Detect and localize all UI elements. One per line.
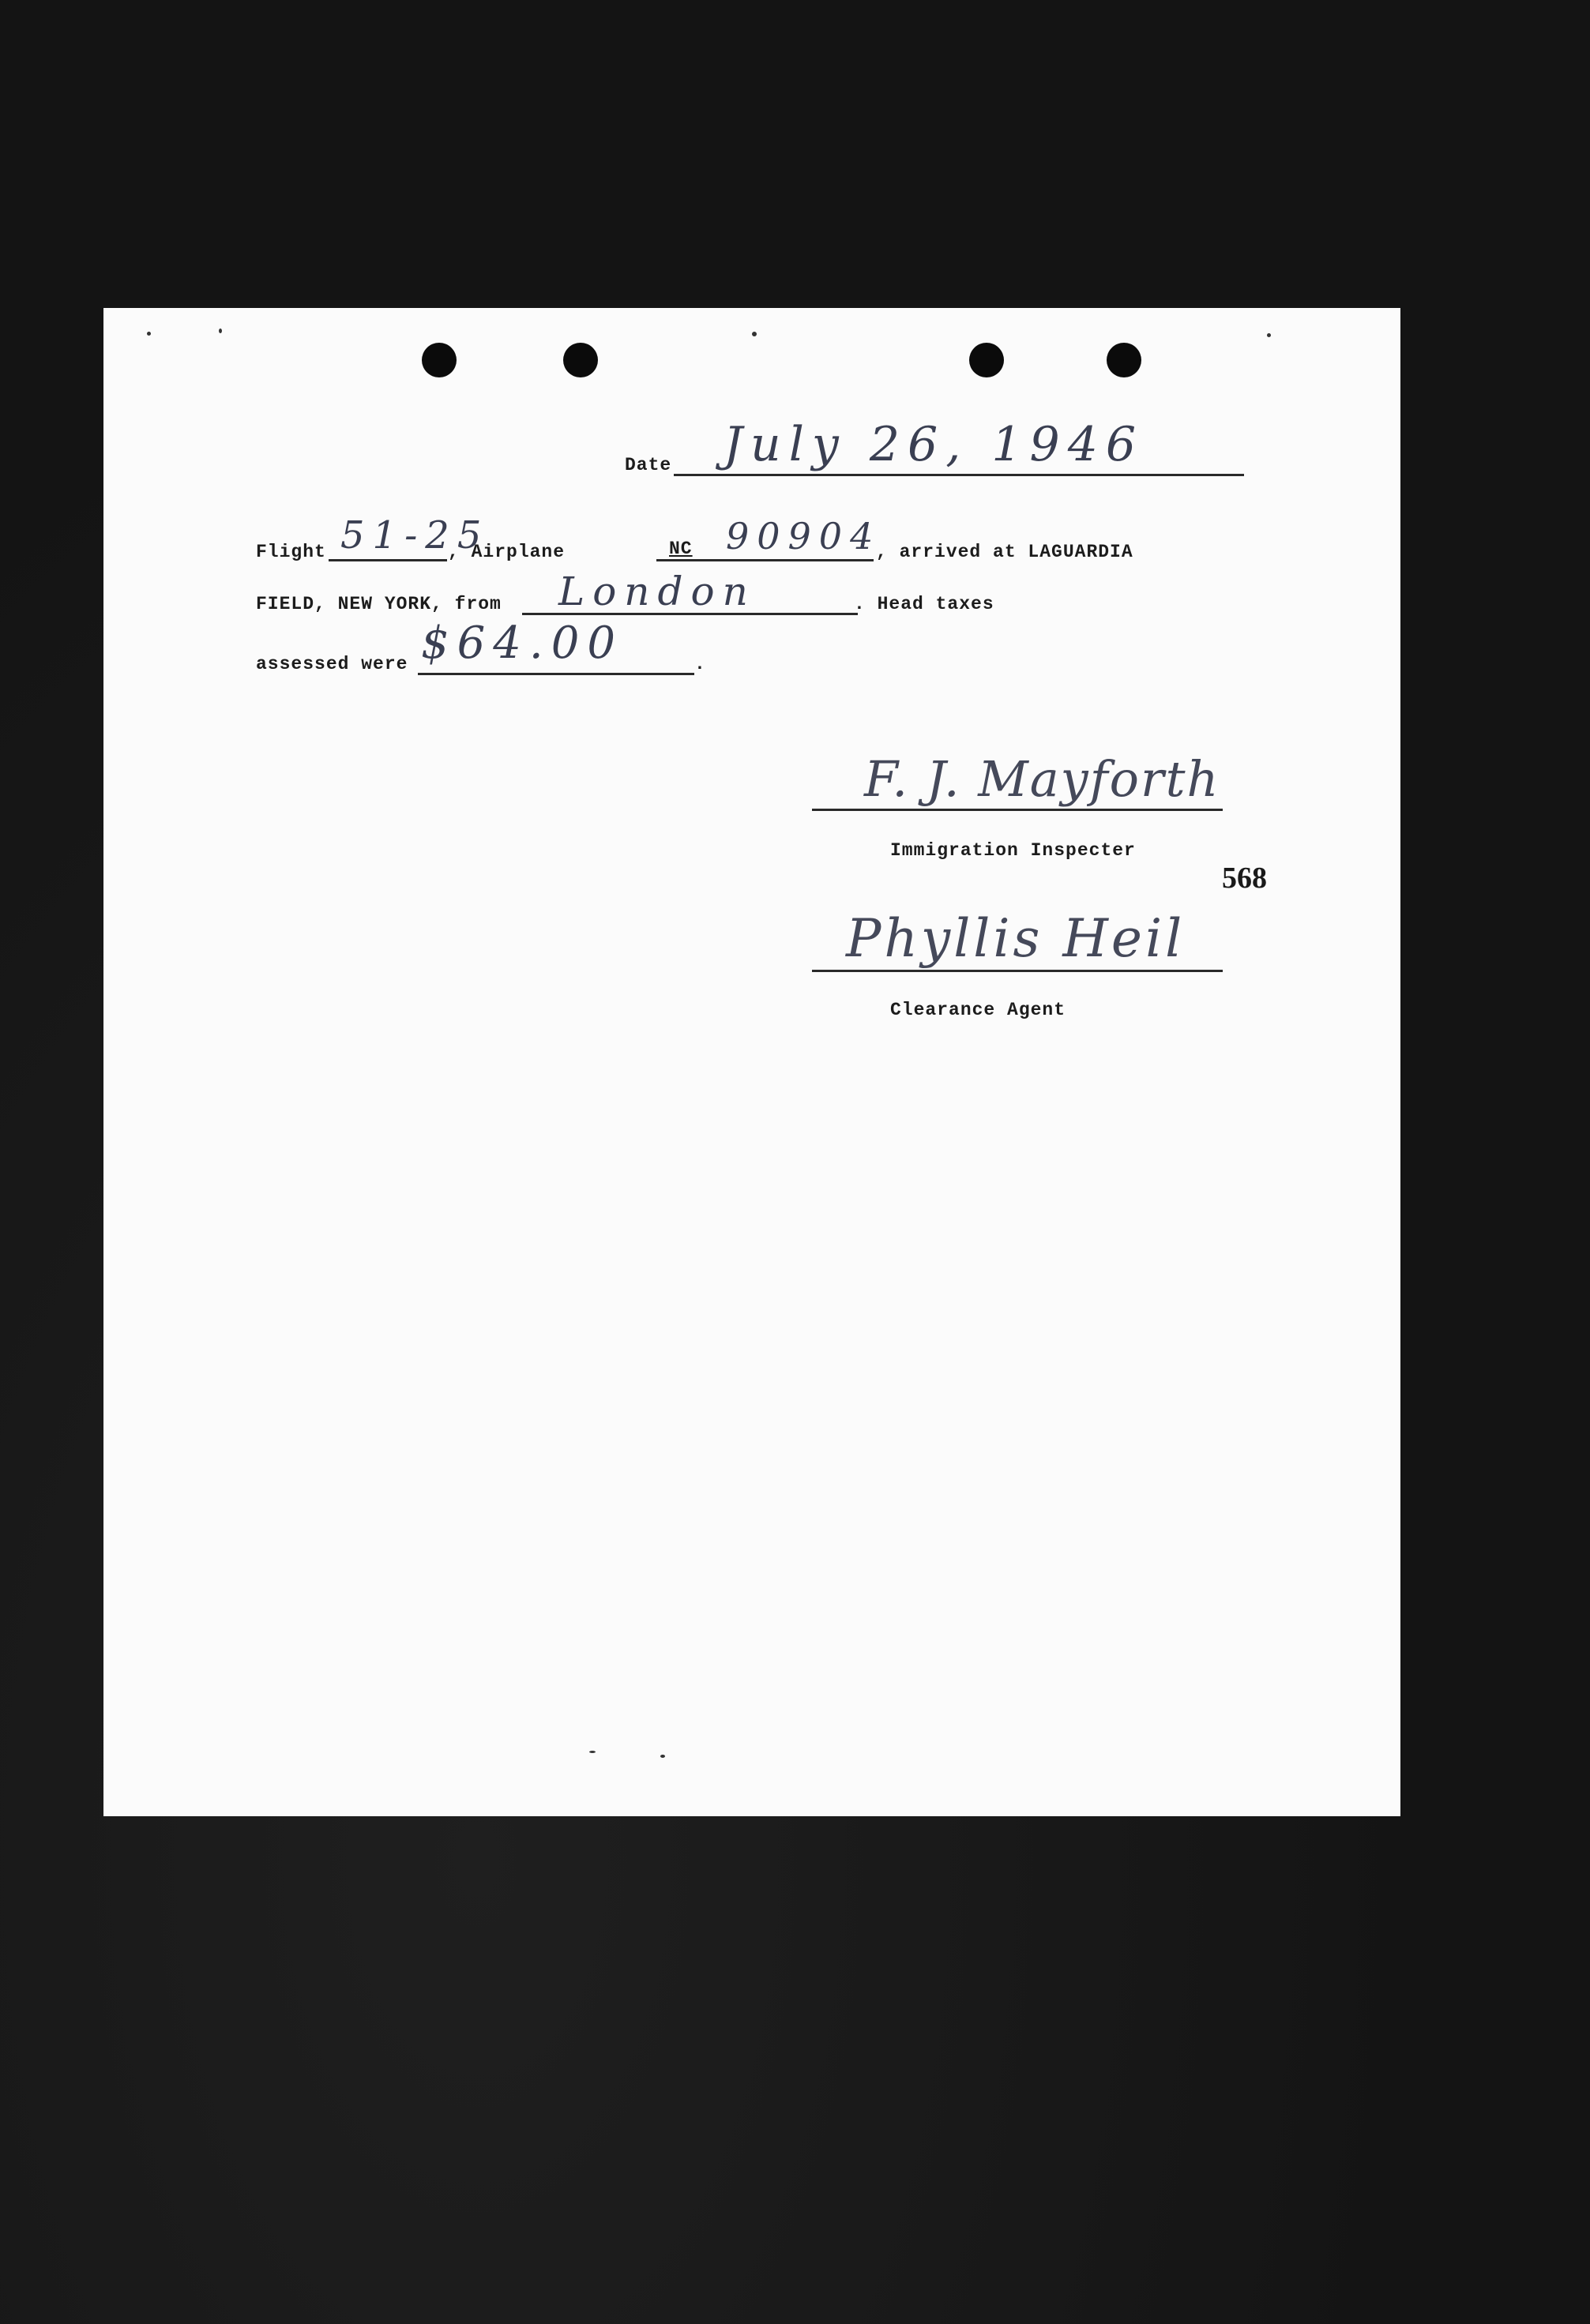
arrived-text: , arrived at LAGUARDIA <box>876 542 1133 562</box>
airplane-underline <box>656 559 874 561</box>
airplane-label: , Airplane <box>448 542 566 562</box>
date-label: Date <box>625 455 672 475</box>
speck <box>660 1755 665 1758</box>
agent-signature: Phyllis Heil <box>846 908 1186 969</box>
agent-title: Clearance Agent <box>890 1000 1066 1020</box>
document-page <box>103 308 1400 1816</box>
speck <box>147 332 151 336</box>
assessed-underline <box>418 673 694 675</box>
punch-hole <box>422 343 457 377</box>
from-value: London <box>558 569 756 614</box>
inspector-signature: F. J. Mayforth <box>864 750 1220 808</box>
speck <box>589 1751 596 1753</box>
speck <box>219 329 222 333</box>
date-value: July 26, 1946 <box>724 417 1145 472</box>
punch-hole <box>563 343 598 377</box>
assessed-label: assessed were <box>256 654 408 674</box>
page-number: 568 <box>1222 862 1267 895</box>
punch-hole <box>969 343 1004 377</box>
speck <box>1267 333 1271 337</box>
field-text: FIELD, NEW YORK, from <box>256 594 502 614</box>
assessed-period: . <box>694 654 706 674</box>
inspector-signature-line <box>812 809 1223 811</box>
flight-underline <box>329 559 447 561</box>
flight-value: 51-25 <box>340 513 490 558</box>
head-taxes-text: . Head taxes <box>854 594 994 614</box>
flight-label: Flight <box>256 542 326 562</box>
assessed-value: $64.00 <box>421 618 623 669</box>
speck <box>752 332 757 336</box>
inspector-title: Immigration Inspecter <box>890 840 1136 861</box>
airplane-value: 90904 <box>726 515 881 558</box>
date-underline <box>674 474 1244 476</box>
agent-signature-line <box>812 970 1223 972</box>
airplane-prefix: NC <box>669 539 693 559</box>
punch-hole <box>1107 343 1141 377</box>
